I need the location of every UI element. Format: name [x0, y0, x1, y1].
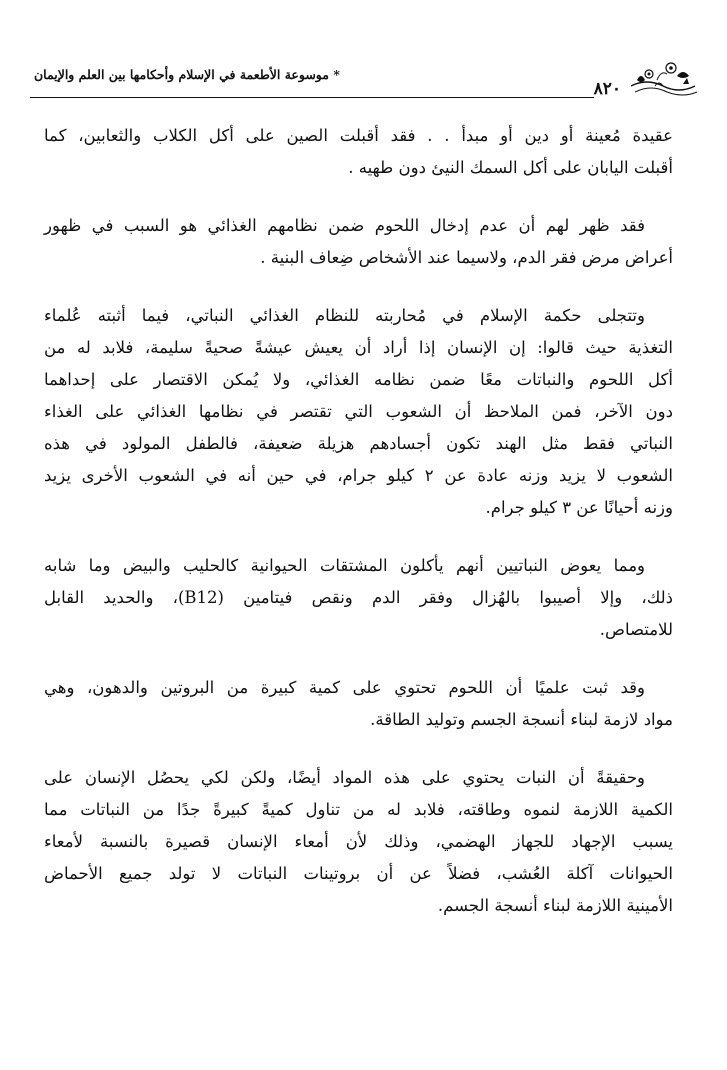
text-line: الحيوانات آكلة العُشب، فضلاً عن أن بروتينات النباتات لا تولد جميع الأحماض	[44, 864, 673, 883]
body-text	[44, 120, 673, 948]
text-line: ذلك، وإلا أصيبوا بالهُزال وفقر الدم ونقص فيتامين (B12)، والحديد القابل	[44, 588, 673, 607]
paragraph	[44, 300, 673, 524]
page-number-group	[594, 56, 699, 98]
text-line: عقيدة مُعينة أو دين أو مبدأ . . فقد أقبلت الصين على أكل الكلاب والثعابين، كما	[44, 126, 673, 145]
text-line: مواد لازمة لبناء أنسجة الجسم وتوليد الطاقة.	[370, 710, 673, 729]
paragraph	[44, 550, 673, 646]
text-line: فقد ظهر لهم أن عدم إدخال اللحوم ضمن نظامهم الغذائي هو السبب في ظهور	[44, 216, 645, 235]
running-header-title: * موسوعة الأطعمة في الإسلام وأحكامها بين العلم والإيمان	[30, 69, 594, 99]
text-line: النباتي فقط مثل الهند تكون أجسادهم هزيلة ضعيفة، فالطفل المولود في هذه	[44, 434, 673, 453]
text-line: الأمينية اللازمة لبناء أنسجة الجسم.	[437, 896, 673, 915]
text-line: أكل اللحوم والنباتات معًا ضمن نظامه الغذائي، ولا يُمكن الاقتصار على إحداهما	[44, 370, 673, 389]
text-line: الكمية اللازمة لنموه وطاقته، فلابد له من تناول كميةً كبيرةً جدًا من النباتات مما	[44, 800, 673, 819]
text-line: ومما يعوض النباتيين أنهم يأكلون المشتقات الحيوانية كالحليب والبيض وما شابه	[44, 556, 645, 575]
paragraph	[44, 762, 673, 922]
text-line: للامتصاص.	[599, 620, 673, 639]
page-number: ٨٢٠	[593, 79, 621, 99]
text-line: التغذية حيث قالوا: إن الإنسان إذا أراد أن يعيش عيشةً صحيةً سليمة، فلابد له من	[44, 338, 673, 357]
text-line: وتتجلى حكمة الإسلام في مُحاربته للنظام الغذائي النباتي، فيما أثبته عُلماء	[44, 306, 645, 325]
text-line: يسبب الإجهاد للجهاز الهضمي، وذلك لأن أمعاء الإنسان قصيرة بالنسبة لأمعاء	[44, 832, 673, 851]
paragraph	[44, 120, 673, 184]
text-line: وقد ثبت علميًا أن اللحوم تحتوي على كمية كبيرة من البروتين والدهون، وهي	[44, 678, 645, 697]
text-line: وحقيقةً أن النبات يحتوي على هذه المواد أيضًا، ولكن لكي يحصُل الإنسان على	[44, 768, 645, 787]
paragraph	[44, 672, 673, 736]
text-line: دون الآخر، فمن الملاحظ أن الشعوب التي تقتصر في نظامها الغذائي على الغذاء	[44, 402, 673, 421]
text-line: وزنه أحيانًا عن ٣ كيلو جرام.	[485, 498, 673, 517]
text-line: أقبلت اليابان على أكل السمك النيئ دون طهيه .	[348, 158, 673, 177]
paragraph	[44, 210, 673, 274]
text-line: أعراض مرض فقر الدم، ولاسيما عند الأشخاص ضِعاف البنية .	[260, 248, 673, 267]
text-line: الشعوب لا يزيد وزنه عادة عن ٢ كيلو جرام، في حين أنه في الشعوب الأخرى يزيد	[44, 466, 673, 485]
floral-ornament-icon	[627, 56, 699, 98]
page-header	[30, 62, 699, 98]
